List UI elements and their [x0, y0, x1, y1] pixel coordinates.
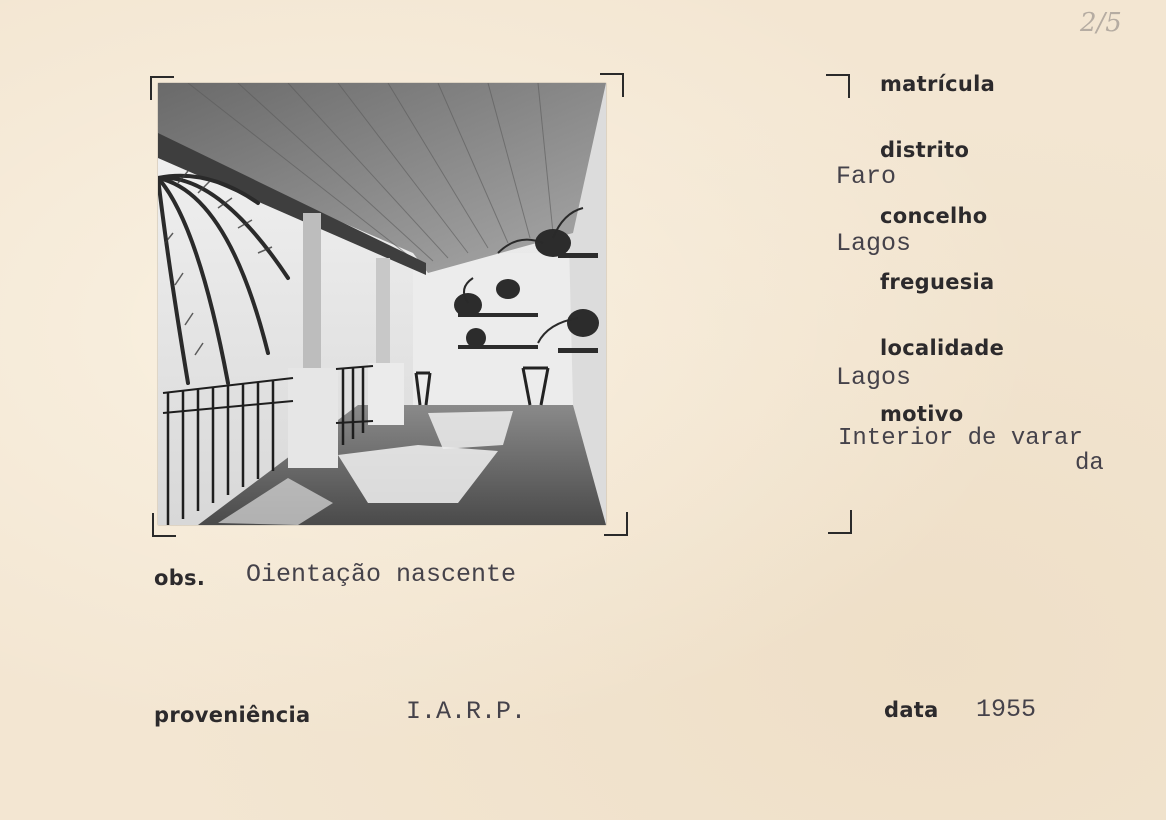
crop-mark-fields-top [826, 74, 850, 98]
freguesia-label: freguesia [880, 270, 995, 294]
proveniencia-label: proveniência [154, 703, 311, 727]
motivo-label: motivo [880, 402, 964, 426]
localidade-label: localidade [880, 336, 1005, 360]
concelho-value: Lagos [836, 229, 912, 258]
crop-mark-fields-bottom [828, 510, 852, 534]
veranda-photograph [158, 83, 606, 525]
data-value: 1955 [976, 695, 1037, 724]
motivo-value-line1: Interior de varar [838, 425, 1083, 452]
obs-value: Oientação nascente [246, 560, 517, 589]
matricula-label: matrícula [880, 72, 996, 96]
distrito-value: Faro [836, 162, 897, 191]
obs-label: obs. [154, 566, 206, 590]
localidade-value: Lagos [836, 363, 912, 392]
concelho-label: concelho [880, 204, 988, 228]
proveniencia-value: I.A.R.P. [406, 697, 527, 726]
motivo-value-line2: da [1075, 450, 1104, 477]
data-label: data [884, 698, 939, 722]
crop-mark-bottom-right [604, 512, 628, 536]
distrito-label: distrito [880, 138, 970, 162]
pencil-note: 2/5 [1080, 8, 1122, 38]
